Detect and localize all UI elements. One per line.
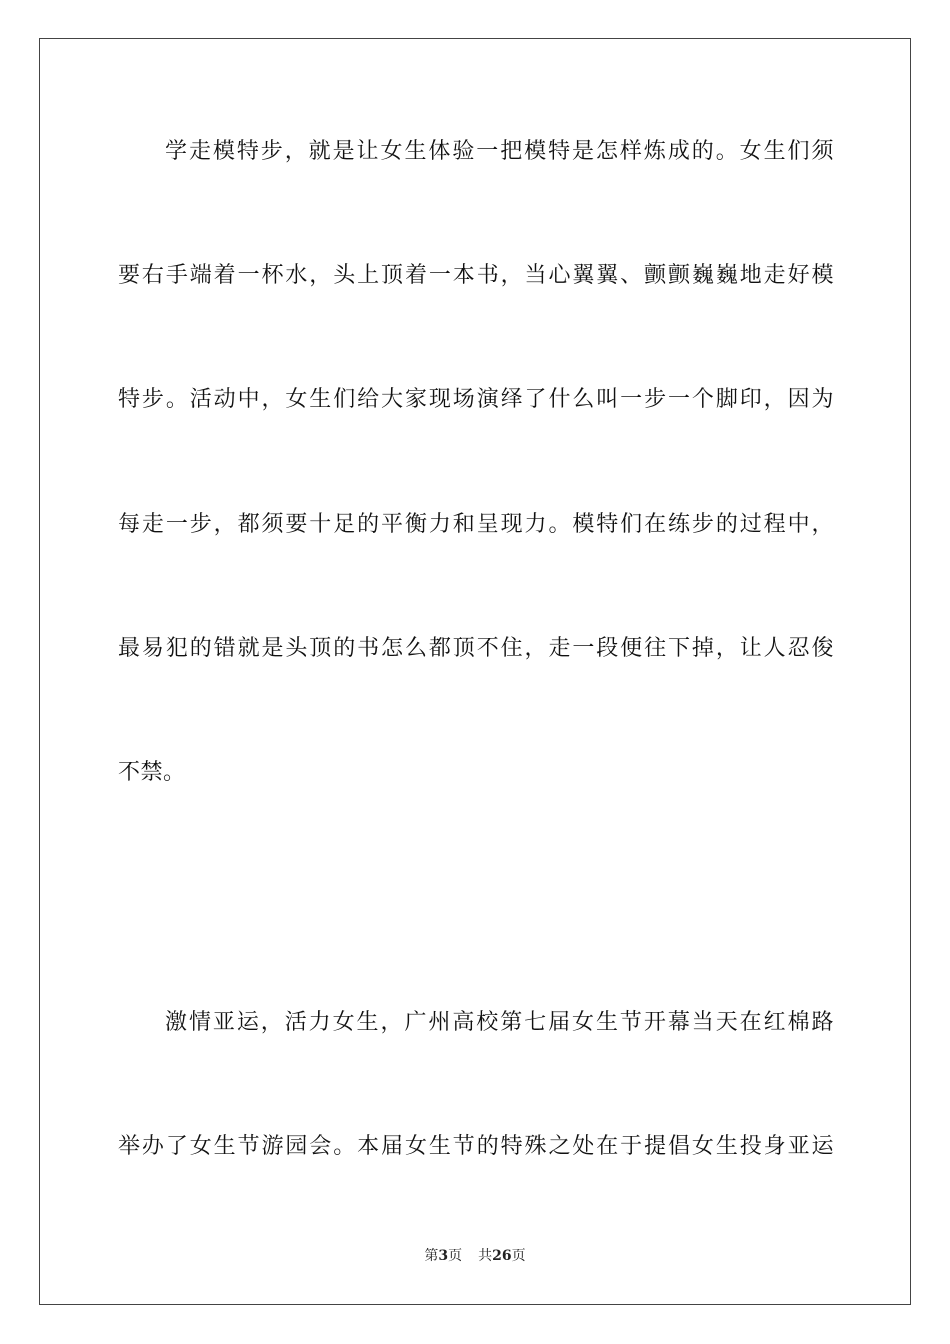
page-border	[39, 38, 911, 1305]
text-line: 最易犯的错就是头顶的书怎么都顶不住，走一段便往下掉，让人忍俊	[118, 636, 834, 661]
total-pages: 26	[492, 1248, 512, 1264]
total-prefix: 共	[478, 1248, 493, 1264]
text-line: 不禁。	[118, 760, 186, 785]
text-line: 举办了女生节游园会。本届女生节的特殊之处在于提倡女生投身亚运	[118, 1134, 834, 1159]
text-line: 激情亚运，活力女生，广州高校第七届女生节开幕当天在红棉路	[165, 1010, 834, 1035]
page-prefix: 第	[424, 1248, 439, 1264]
page-number: 3	[438, 1248, 449, 1264]
text-line: 特步。活动中，女生们给大家现场演绎了什么叫一步一个脚印，因为	[118, 387, 834, 412]
page-suffix: 页	[448, 1248, 463, 1264]
text-line: 要右手端着一杯水，头上顶着一本书，当心翼翼、颤颤巍巍地走好模	[118, 263, 834, 288]
page-footer	[0, 1246, 950, 1266]
text-line: 学走模特步，就是让女生体验一把模特是怎样炼成的。女生们须	[165, 139, 834, 164]
text-line: 每走一步，都须要十足的平衡力和呈现力。模特们在练步的过程中，	[118, 512, 834, 537]
total-suffix: 页	[511, 1248, 526, 1264]
